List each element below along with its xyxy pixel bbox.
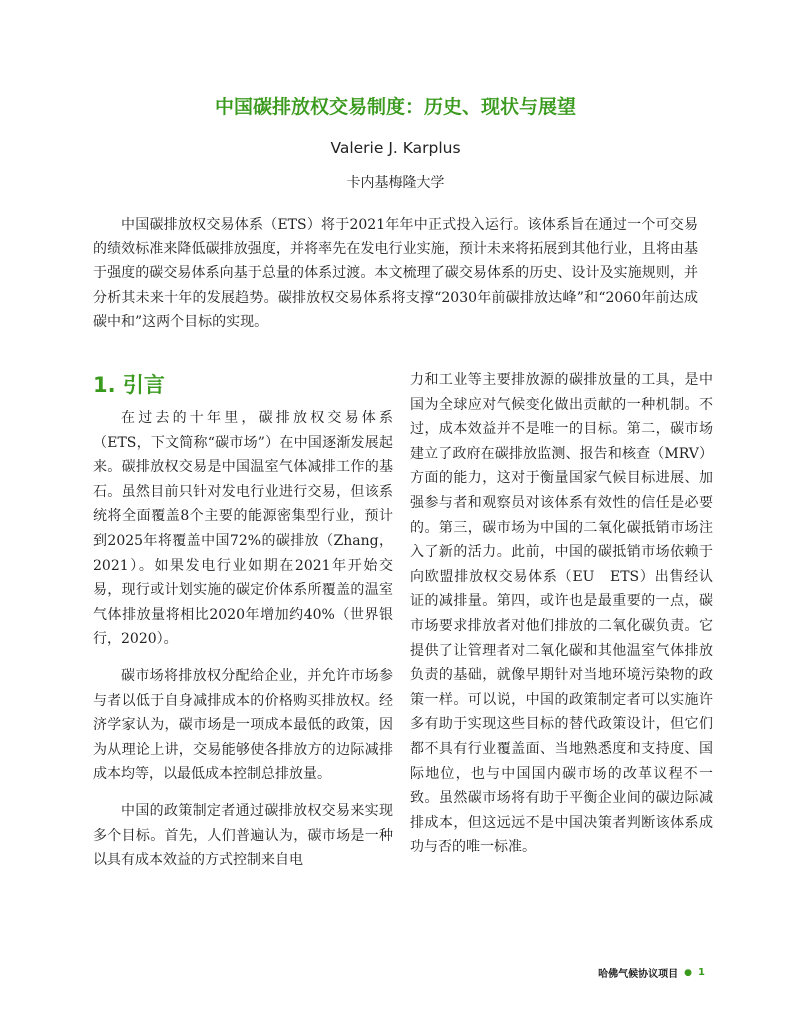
paper-title: 中国碳排放权交易制度：历史、现状与展望 [214,96,576,118]
page-number: 1 [698,967,705,978]
paragraph-continuation: 力和工业等主要排放源的碳排放量的工具，是中国为全球应对气候变化做出贡献的一种机制。不过，成本效益并不是唯一的目标。第二，碳市场建立了政府在碳排放监测、报告和核查（MRV）方面的能力，这对于衡量国家气候目标进展、加强参与者和观察员对该体系有效性的信任是必要的。第三，碳市场为中国的二氧化碳抵销市场注入了新的活力。此前，中国的碳抵销市场依赖于向欧盟排放权交易体系（EU ETS）出售经认证的减排量。第四，或许也是最重要的一点，碳市场要求排放者对他们排放的二氧化碳负责。它提供了让管理者对二氧化碳和其他温室气体排放负责的基础，就像早期针对当地环境污染物的政策一样。可以说，中国的政策制定者可以实施许多有助于实现这些目标的替代政策设计，但它们都不具有行业覆盖面、当地熟悉度和支持度、国际地位，也与中国国内碳市场的改革议程不一致。虽然碳市场将有助于平衡企业间的碳边际减排成本，但这远远不是中国决策者判断该体系成功与否的唯一标准。 [410,372,713,856]
bullet-separator-icon: ● [684,967,693,978]
page-footer [598,965,705,980]
abstract: 中国碳排放权交易体系（ETS）将于2021年年中正式投入运行。该体系旨在通过一个可交易的绩效标准来降低碳排放强度，并将率先在发电行业实施，预计未来将拓展到其他行业，且将由基于强度的碳交易体系向基于总量的体系过渡。本文梳理了碳交易体系的历史、设计及实施规则，并分析其未来十年的发展趋势。碳排放权交易体系将支撑“2030年前碳排放达峰”和“2060年前达成碳中和”这两个目标的实现。 [93,217,698,330]
publication-name: 哈佛气候协议项目 [598,969,679,980]
paragraph: 在过去的十年里，碳排放权交易体系（ETS，下文简称“碳市场”）在中国逐渐发展起来。碳排放权交易是中国温室气体减排工作的基石。虽然目前只针对发电行业进行交易，但该系统将全面覆盖8个主要的能源密集型行业，预计到2025年将覆盖中国72%的碳排放（Zhang，2021）。如果发电行业如期在2021年开始交易，现行或计划实施的碳定价体系所覆盖的温室气体排放量将相比2020年增加约40%（世界银行，2020）。 [93,410,393,648]
left-column [93,370,393,885]
author-affiliation: 卡内基梅隆大学 [346,175,445,191]
author-name: Valerie J. Karplus [330,139,461,157]
right-column [410,368,713,860]
paragraph: 中国的政策制定者通过碳排放权交易来实现多个目标。首先，人们普遍认为，碳市场是一种以具有成本效益的方式控制来自电 [93,802,393,869]
section-heading: 1. 引言 [93,373,165,397]
paragraph: 碳市场将排放权分配给企业，并允许市场参与者以低于自身减排成本的价格购买排放权。经济学家认为，碳市场是一项成本最低的政策，因为从理论上讲，交易能够使各排放方的边际减排成本均等，以最低成本控制总排放量。 [93,667,393,783]
